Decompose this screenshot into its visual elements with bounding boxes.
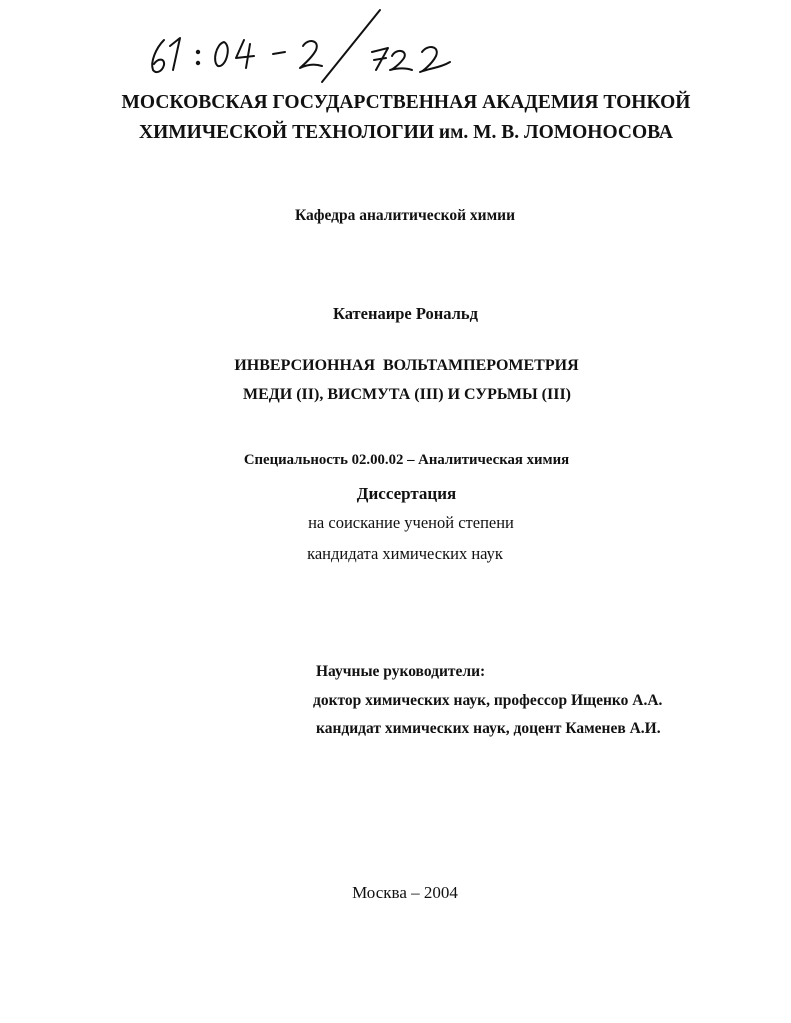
author-name: Катенаире Рональд	[332, 304, 479, 323]
supervisor-2: кандидат химических наук, доцент Каменев А.И.	[316, 720, 661, 737]
degree-line-2: кандидата химических наук	[307, 544, 503, 563]
thesis-title-line-1: ИНВЕРСИОННАЯ ВОЛЬТАМПЕРОМЕТРИЯ	[234, 357, 579, 374]
handwritten-catalog-number	[140, 0, 480, 90]
supervisors-heading: Научные руководители:	[316, 663, 486, 680]
city-year: Москва – 2004	[352, 883, 458, 902]
department: Кафедра аналитической химии	[294, 207, 516, 224]
institution-line-2: ХИМИЧЕСКОЙ ТЕХНОЛОГИИ им. М. В. ЛОМОНОСОВА	[139, 122, 673, 143]
thesis-title-line-2: МЕДИ (II), ВИСМУТА (III) И СУРЬМЫ (III)	[242, 386, 571, 403]
degree-line-1: на соискание ученой степени	[308, 513, 514, 532]
institution-line-1: МОСКОВСКАЯ ГОСУДАРСТВЕННАЯ АКАДЕМИЯ ТОНКОЙ	[121, 92, 691, 113]
supervisor-1: доктор химических наук, профессор Ищенко А.А.	[313, 692, 663, 709]
specialty: Специальность 02.00.02 – Аналитическая химия	[243, 452, 570, 468]
work-type: Диссертация	[356, 484, 457, 503]
